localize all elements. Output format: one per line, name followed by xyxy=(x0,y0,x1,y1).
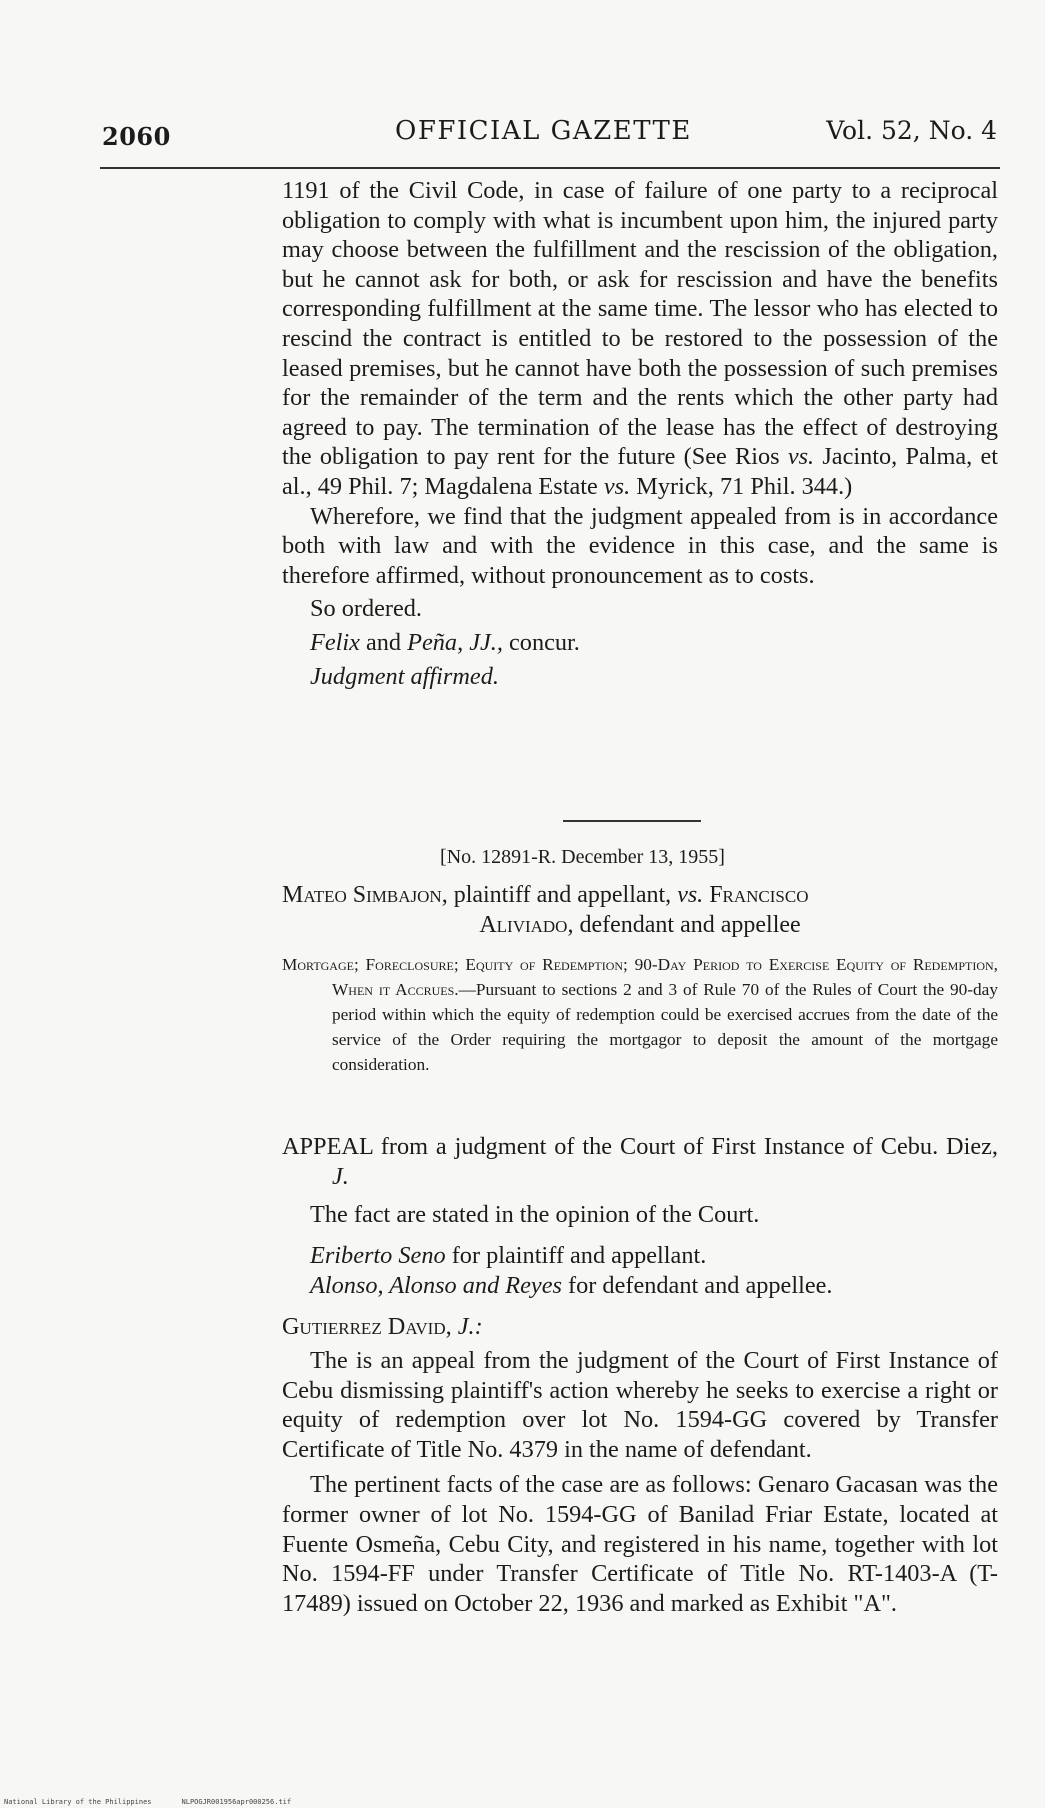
syllabus-text: —Pursuant to sections 2 and 3 of Rule 70 of the Rules of Court the 90-day period within which the equity of redemption could be exercised accrues from the date of the service of the Order requiring the mortgagor to deposit the amount of the mortgage consideration. xyxy=(332,980,998,1074)
publication-title: OFFICIAL GAZETTE xyxy=(395,116,692,146)
paragraph: The is an appeal from the judgment of the Court of First Instance of Cebu dismissing plaintiff's action whereby he seeks to exercise a right or equity of redemption over lot No. 1594-GG covered by Transfer Certificate of Title No. 4379 in the name of defendant. xyxy=(282,1347,998,1463)
counsel-list xyxy=(282,1241,998,1300)
opinion-continuation xyxy=(282,176,998,691)
ponente: Gutierrez David, J.: xyxy=(282,1313,483,1340)
syllabus xyxy=(282,952,998,1077)
scan-footer: National Library of the Philippines NLPOGJR001956apr000256.tif xyxy=(4,1798,292,1806)
case-number: [No. 12891-R. December 13, 1955] xyxy=(440,846,725,868)
syllabus-heading: Mortgage; Foreclosure; Equity of Redemption; 90-Day Period to Exercise Equity of Redemption, When it Accrues. xyxy=(282,955,998,999)
volume-label: Vol. 52, No. 4 xyxy=(826,116,997,145)
header-rule xyxy=(100,167,1000,169)
page-number: 2060 xyxy=(102,122,171,151)
facts-line: The fact are stated in the opinion of the Court. xyxy=(310,1201,760,1228)
case-title: Mateo Simbajon, plaintiff and appellant, vs. Francisco Aliviado, defendant and appellee xyxy=(282,882,809,938)
page-header xyxy=(0,112,1045,152)
judgment-line: Judgment affirmed. xyxy=(310,662,499,690)
section-divider xyxy=(563,820,701,822)
paragraph: The pertinent facts of the case are as follows: Genaro Gacasan was the former owner of lot No. 1594-GG of Banilad Friar Estate, located at Fuente Osmeña, Cebu City, and registered in his name, together with lot No. 1594-FF under Transfer Certificate of Title No. RT-1403-A (T-17489) issued on October 22, 1936 and marked as Exhibit "A". xyxy=(282,1471,998,1617)
paragraph: 1191 of the Civil Code, in case of failure of one party to a reciprocal obligation to comply with what is incumbent upon him, the injured party may choose between the fulfillment and the rescission of the obligation, but he cannot ask for both, or ask for rescission and have the benefits corresponding fulfillment at the same time. The lessor who has elected to rescind the contract is entitled to be restored to the possession of the leased premises, but he cannot have both the possession of such premises for the remainder of the term and the rents which the other party had agreed to pay. The termination of the lease has the effect of destroying the obligation to pay rent for the future (See Rios vs. Jacinto, Palma, et al., 49 Phil. 7; Magdalena Estate vs. Myrick, 71 Phil. 344.) xyxy=(282,177,998,500)
paragraph: Wherefore, we find that the judgment appealed from is in accordance both with law and with the evidence in this case, and the same is therefore affirmed, without pronouncement as to costs. xyxy=(282,502,998,589)
opinion-body xyxy=(282,1346,998,1618)
concurrence: Felix and Peña, JJ., concur. xyxy=(310,628,580,656)
appeal-line: APPEAL from a judgment of the Court of First Instance of Cebu. Diez, J. xyxy=(282,1133,998,1190)
counsel-defendant: Alonso, Alonso and Reyes for defendant and appellee. xyxy=(310,1271,833,1299)
counsel-plaintiff: Eriberto Seno for plaintiff and appellant. xyxy=(310,1242,707,1269)
so-ordered: So ordered. xyxy=(310,595,423,623)
